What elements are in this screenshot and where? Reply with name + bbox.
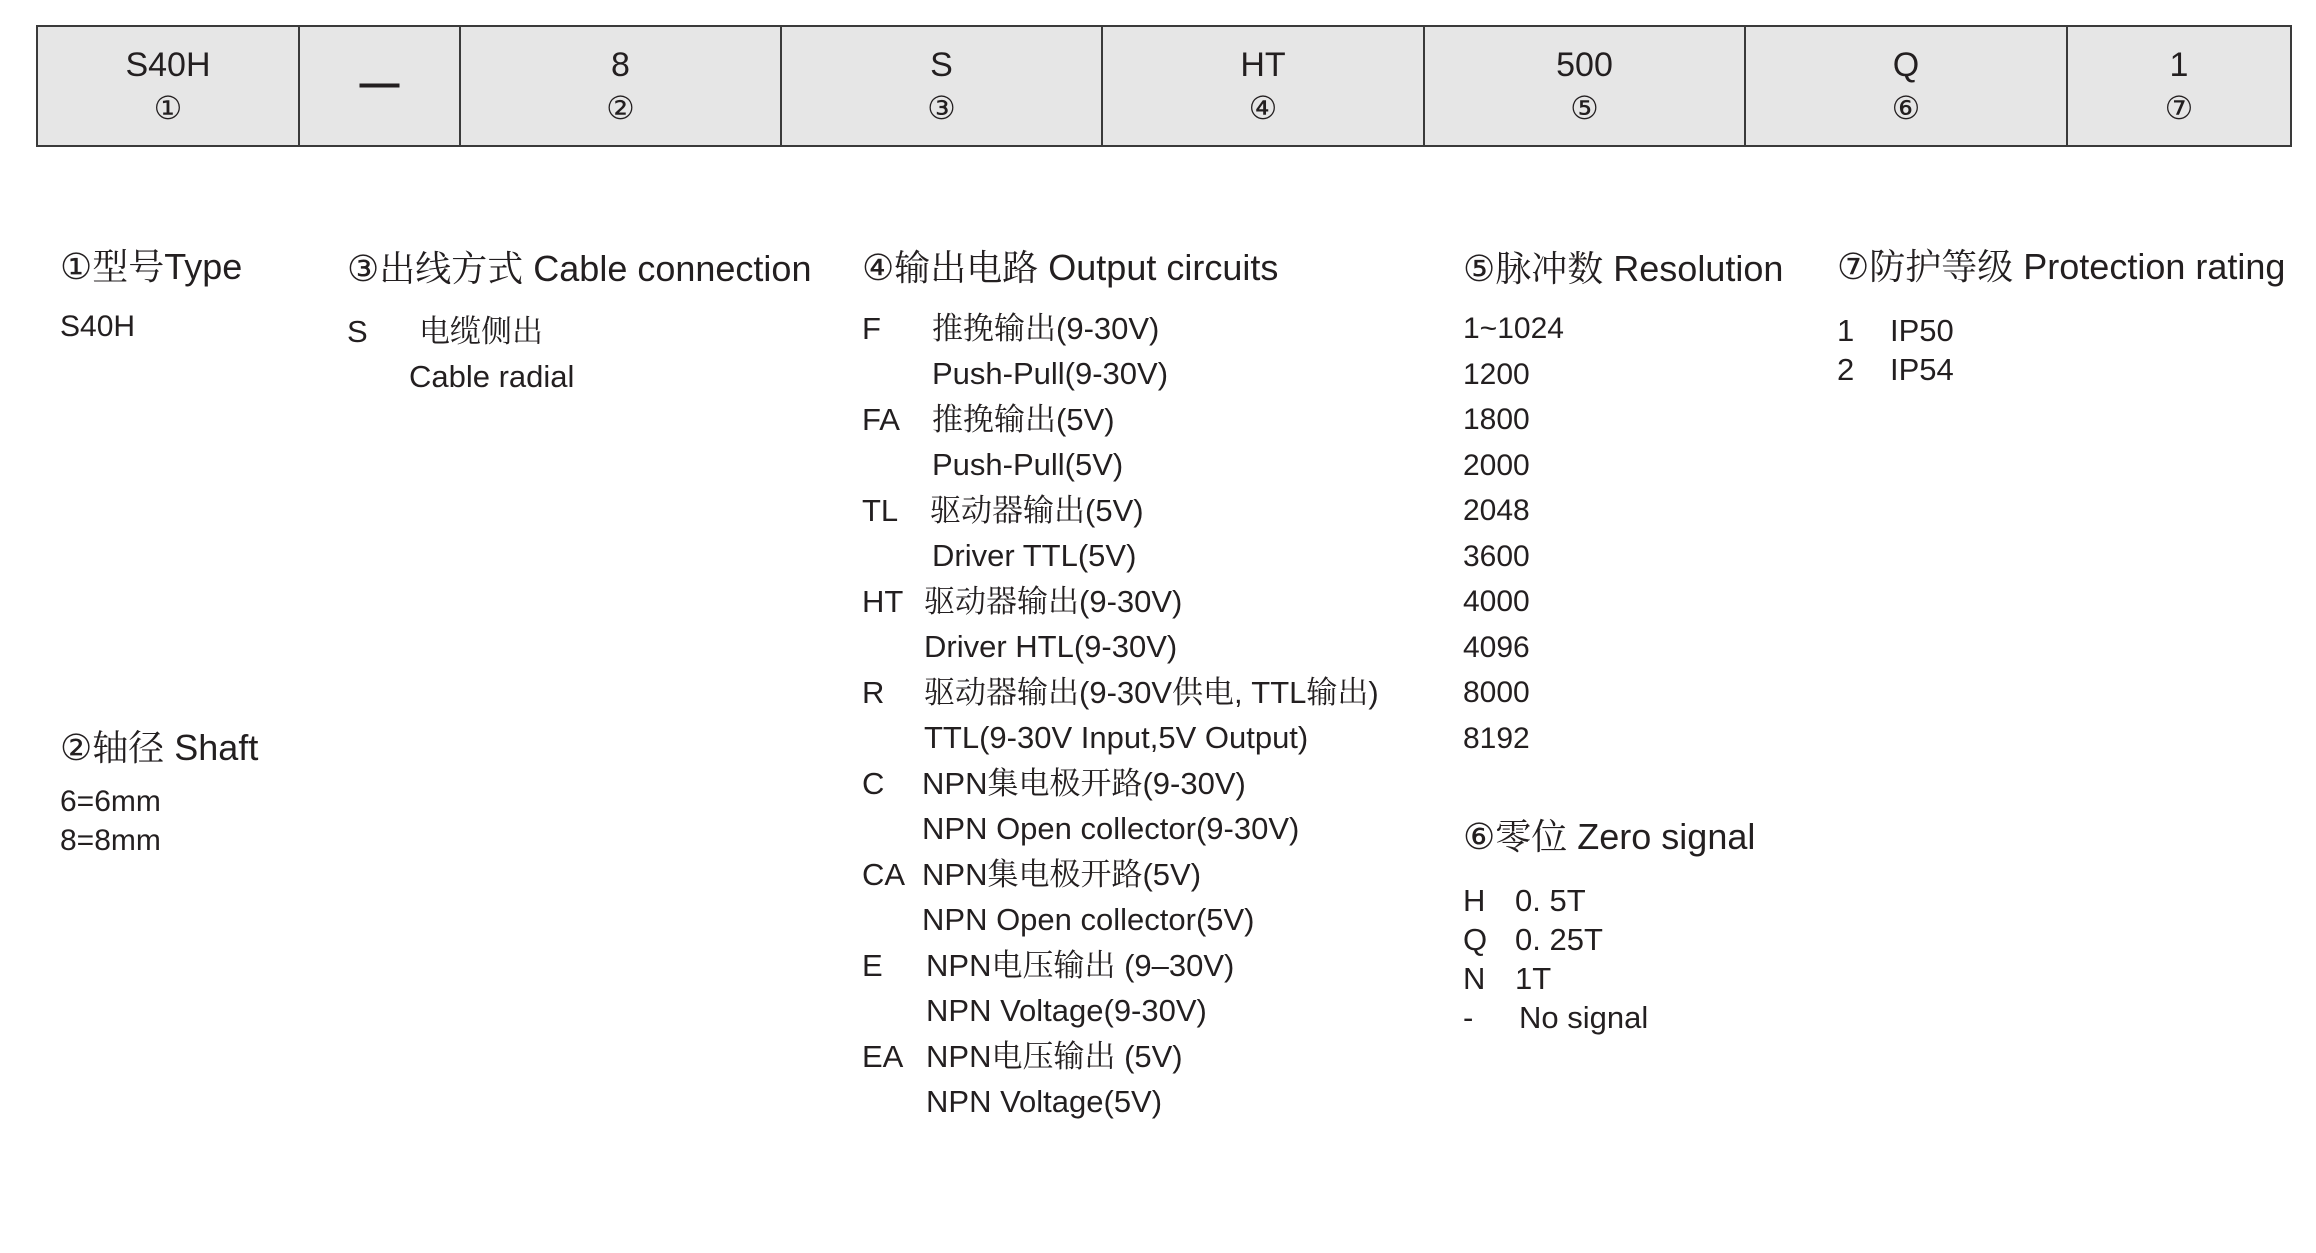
output-section bbox=[862, 246, 1379, 1125]
code-cell-value: 1 bbox=[2169, 46, 2189, 84]
output-code: E bbox=[862, 948, 883, 983]
code-cell-value: S40H bbox=[125, 46, 211, 84]
zero-list bbox=[1463, 881, 1755, 1037]
output-code: CA bbox=[862, 857, 906, 892]
code-cell-value: HT bbox=[1240, 46, 1286, 84]
resolution-list bbox=[1463, 306, 1783, 761]
list-item: 1800 bbox=[1463, 403, 1530, 436]
code-cell-resolution bbox=[1425, 27, 1746, 145]
list-item bbox=[1837, 350, 2285, 389]
zero-section bbox=[1463, 815, 1755, 1037]
protection-list bbox=[1837, 311, 2285, 389]
output-en: Driver HTL(9-30V) bbox=[924, 629, 1178, 664]
list-item: 2000 bbox=[1463, 448, 1530, 482]
output-code: C bbox=[862, 766, 885, 801]
code-cell-protection bbox=[2068, 27, 2290, 145]
code-cell-index: ③ bbox=[927, 90, 956, 126]
type-list bbox=[60, 307, 242, 346]
code-cell-value: Q bbox=[1892, 46, 1920, 84]
zero-code: Q bbox=[1463, 922, 1488, 957]
zero-heading: ⑥零位 Zero signal bbox=[1463, 816, 1756, 857]
shaft-section bbox=[60, 726, 258, 860]
code-cell-type bbox=[38, 27, 300, 145]
list-item bbox=[1463, 959, 1755, 998]
list-item bbox=[1463, 881, 1755, 920]
list-item: 4096 bbox=[1463, 630, 1530, 664]
list-item: S40H bbox=[60, 310, 136, 343]
output-heading: ④输出电路 Output circuits bbox=[862, 247, 1279, 288]
cable-section bbox=[347, 247, 811, 399]
zero-value: 1T bbox=[1515, 961, 1552, 996]
zero-value: 0. 25T bbox=[1515, 922, 1603, 957]
list-item bbox=[1837, 311, 2285, 350]
code-cell-value: S bbox=[930, 46, 953, 84]
code-cell-index: ④ bbox=[1248, 90, 1278, 126]
protection-value: IP50 bbox=[1890, 313, 1954, 348]
list-item: 6=6mm bbox=[60, 785, 161, 818]
code-cell-index: ① bbox=[153, 90, 183, 126]
output-en: NPN Open collector(5V) bbox=[922, 902, 1255, 937]
code-cell-output bbox=[1103, 27, 1425, 145]
list-item: 4000 bbox=[1463, 585, 1530, 618]
cable-heading: ③出线方式 Cable connection bbox=[347, 248, 812, 289]
output-cn: NPN电压输出 (9–30V) bbox=[926, 948, 1235, 983]
list-item bbox=[862, 397, 1379, 488]
output-cn: 推挽输出(9-30V) bbox=[932, 311, 1160, 346]
output-en: TTL(9-30V Input,5V Output) bbox=[924, 720, 1309, 755]
list-item bbox=[1463, 920, 1755, 959]
output-code: HT bbox=[862, 584, 904, 619]
list-item bbox=[862, 761, 1379, 852]
list-item bbox=[862, 579, 1379, 670]
protection-section bbox=[1837, 245, 2285, 389]
list-item bbox=[862, 670, 1379, 761]
list-item: 8000 bbox=[1463, 676, 1530, 709]
shaft-list bbox=[60, 782, 258, 860]
code-cell-index: ⑦ bbox=[2164, 90, 2194, 126]
output-code: R bbox=[862, 675, 885, 710]
code-cell-index: ⑤ bbox=[1570, 90, 1599, 126]
zero-value: No signal bbox=[1519, 1000, 1649, 1035]
cable-en: Cable radial bbox=[409, 359, 575, 394]
resolution-section bbox=[1463, 247, 1783, 761]
list-item: 3600 bbox=[1463, 539, 1530, 573]
code-cell-value: 500 bbox=[1556, 46, 1613, 84]
type-section bbox=[60, 245, 242, 346]
list-item: 2048 bbox=[1463, 494, 1530, 527]
shaft-heading: ②轴径 Shaft bbox=[60, 727, 259, 768]
output-code: EA bbox=[862, 1039, 904, 1074]
output-en: NPN Voltage(9-30V) bbox=[926, 993, 1207, 1028]
output-en: Push-Pull(9-30V) bbox=[932, 356, 1169, 391]
protection-heading: ⑦防护等级 Protection rating bbox=[1837, 246, 2286, 287]
list-item bbox=[1463, 998, 1755, 1037]
output-cn: 驱动器输出(9-30V供电, TTL输出) bbox=[924, 675, 1379, 710]
zero-code: N bbox=[1463, 961, 1486, 996]
list-item: 8=8mm bbox=[60, 824, 161, 857]
list-item bbox=[862, 306, 1379, 397]
output-en: NPN Open collector(9-30V) bbox=[922, 811, 1300, 846]
list-item: 1~1024 bbox=[1463, 312, 1564, 345]
list-item bbox=[862, 488, 1379, 579]
output-cn: 驱动器输出(5V) bbox=[930, 493, 1144, 528]
output-en: Push-Pull(5V) bbox=[932, 447, 1124, 482]
code-cell-index: ⑥ bbox=[1891, 90, 1921, 126]
protection-code: 2 bbox=[1837, 352, 1855, 387]
list-item: 1200 bbox=[1463, 357, 1530, 391]
output-code: F bbox=[862, 311, 881, 346]
zero-code: - bbox=[1463, 1000, 1474, 1035]
output-cn: 驱动器输出(9-30V) bbox=[924, 584, 1183, 619]
list-item bbox=[862, 1034, 1379, 1125]
output-en: NPN Voltage(5V) bbox=[926, 1084, 1163, 1119]
zero-code: H bbox=[1463, 883, 1486, 918]
output-list bbox=[862, 306, 1379, 1125]
protection-code: 1 bbox=[1837, 313, 1855, 348]
cable-cn: 电缆侧出 bbox=[419, 314, 543, 349]
output-code: TL bbox=[862, 493, 899, 528]
output-cn: NPN集电极开路(5V) bbox=[922, 857, 1202, 892]
code-cell-value: 8 bbox=[611, 46, 630, 84]
list-item bbox=[862, 943, 1379, 1034]
resolution-heading: ⑤脉冲数 Resolution bbox=[1463, 248, 1784, 289]
cable-code: S bbox=[347, 314, 368, 349]
cable-item bbox=[347, 309, 811, 399]
output-cn: 推挽输出(5V) bbox=[932, 402, 1115, 437]
list-item: 8192 bbox=[1463, 721, 1530, 755]
list-item bbox=[862, 852, 1379, 943]
model-code-table bbox=[36, 25, 2292, 147]
code-cell-shaft bbox=[461, 27, 782, 145]
output-cn: NPN集电极开路(9-30V) bbox=[922, 766, 1246, 801]
separator-dash: — bbox=[359, 61, 400, 105]
zero-value: 0. 5T bbox=[1515, 883, 1586, 918]
code-cell-index: ② bbox=[606, 90, 635, 126]
output-cn: NPN电压输出 (5V) bbox=[926, 1039, 1183, 1074]
code-cell-separator bbox=[300, 27, 461, 145]
output-code: FA bbox=[862, 402, 900, 437]
code-cell-cable bbox=[782, 27, 1103, 145]
type-heading: ①型号Type bbox=[60, 246, 243, 287]
output-en: Driver TTL(5V) bbox=[932, 538, 1137, 573]
code-cell-zero bbox=[1746, 27, 2068, 145]
protection-value: IP54 bbox=[1890, 352, 1954, 387]
